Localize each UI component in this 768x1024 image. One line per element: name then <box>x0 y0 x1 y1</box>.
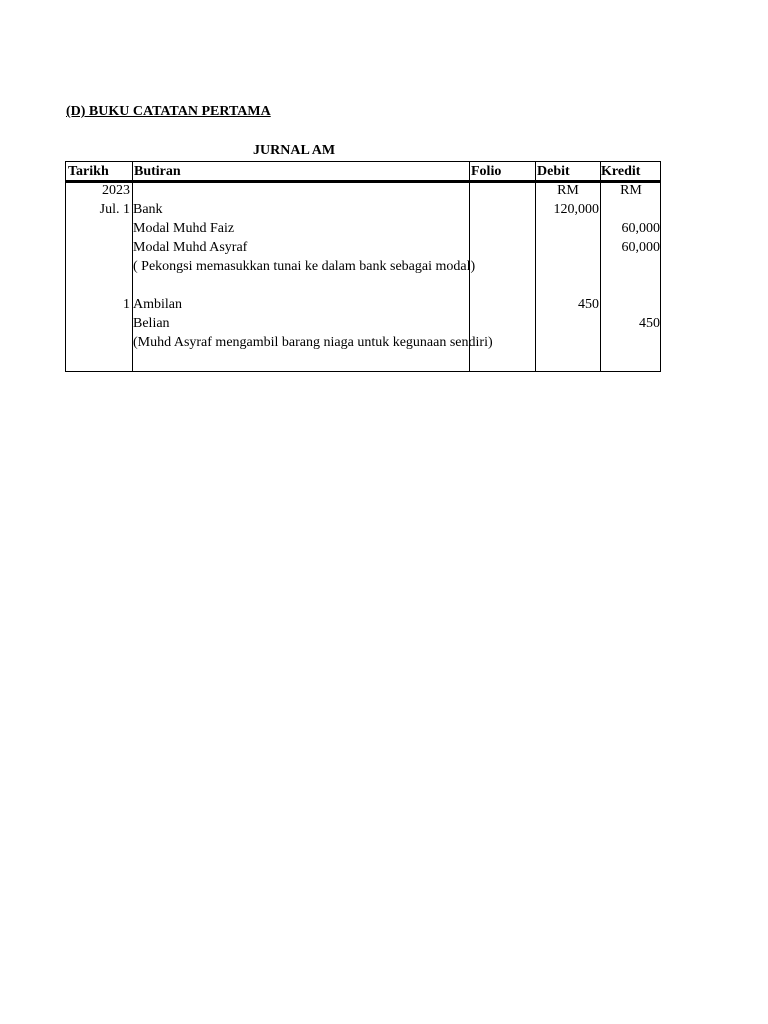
row-butiran: Bank <box>133 202 163 217</box>
journal-table <box>65 161 661 372</box>
row-tarikh: Jul. 1 <box>99 202 130 217</box>
row-debit <box>536 333 599 352</box>
row-narration: ( Pekongsi memasukkan tunai ke dalam bank sebagai modal) <box>133 259 476 274</box>
row-kredit: 450 <box>639 316 660 331</box>
row-debit <box>536 219 599 238</box>
debit-currency: RM <box>557 183 579 198</box>
row-butiran: Modal Muhd Asyraf <box>133 240 248 255</box>
kredit-currency: RM <box>620 183 642 198</box>
row-butiran: Ambilan <box>133 297 182 312</box>
year-cell: 2023 <box>102 183 130 198</box>
row-debit <box>536 257 599 276</box>
header-butiran: Butiran <box>134 164 181 179</box>
header-debit: Debit <box>537 164 570 179</box>
row-kredit <box>601 295 660 314</box>
row-debit <box>536 238 599 257</box>
row-tarikh <box>66 257 130 276</box>
row-tarikh <box>66 219 130 238</box>
row-kredit: 60,000 <box>621 240 660 255</box>
row-tarikh <box>66 314 130 333</box>
row-narration: (Muhd Asyraf mengambil barang niaga untuk kegunaan sendiri) <box>133 335 493 350</box>
row-debit: 450 <box>578 297 599 312</box>
row-kredit <box>601 200 660 219</box>
row-tarikh: 1 <box>123 297 130 312</box>
row-debit <box>536 314 599 333</box>
row-butiran: Modal Muhd Faiz <box>133 221 235 236</box>
row-tarikh <box>66 333 130 352</box>
row-debit: 120,000 <box>553 202 599 217</box>
header-kredit: Kredit <box>601 164 641 179</box>
row-kredit <box>601 257 660 276</box>
row-kredit <box>601 333 660 352</box>
header-folio: Folio <box>471 164 502 179</box>
journal-title: JURNAL AM <box>253 143 336 158</box>
document-heading: (D) BUKU CATATAN PERTAMA <box>66 104 271 119</box>
row-butiran: Belian <box>133 316 170 331</box>
header-tarikh: Tarikh <box>68 164 109 179</box>
row-kredit: 60,000 <box>621 221 660 236</box>
row-tarikh <box>66 238 130 257</box>
